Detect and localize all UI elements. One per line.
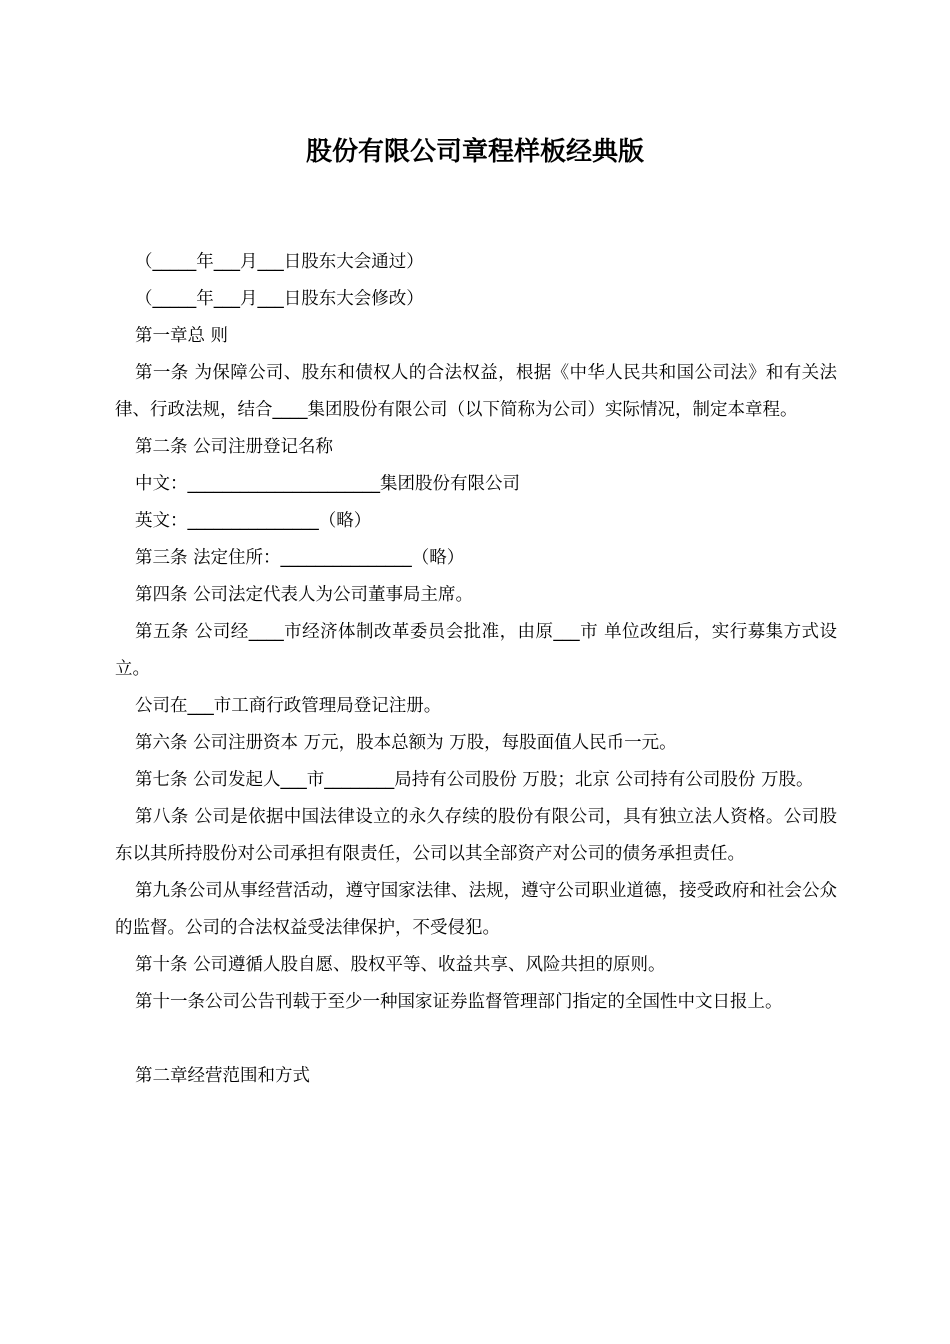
- paragraph-adoption-date: （_____年___月___日股东大会通过）: [135, 252, 424, 272]
- section-spacer: [115, 1021, 837, 1058]
- article-2: 第二条 公司注册登记名称: [135, 437, 334, 457]
- chapter-1-heading: 第一章总 则: [135, 326, 229, 346]
- article-4: 第四条 公司法定代表人为公司董事局主席。: [135, 585, 474, 605]
- document-body: [115, 244, 837, 1095]
- article-10: 第十条 公司遵循人股自愿、股权平等、收益共享、风险共担的原则。: [135, 955, 666, 975]
- article-2-english-name: 英文：_______________（略）: [135, 511, 372, 531]
- article-1: 第一条 为保障公司、股东和债权人的合法权益，根据《中华人民共和国公司法》和有关法律、行政法规，结合____集团股份有限公司（以下简称为公司）实际情况，制定本章程。: [115, 363, 837, 420]
- paragraph-amendment-date: （_____年___月___日股东大会修改）: [135, 289, 424, 309]
- chapter-2-heading: 第二章经营范围和方式: [135, 1066, 310, 1086]
- article-2-chinese-name: 中文：______________________集团股份有限公司: [135, 474, 520, 494]
- article-9: 第九条公司从事经营活动，遵守国家法律、法规，遵守公司职业道德，接受政府和社会公众的监督。公司的合法权益受法律保护，不受侵犯。: [115, 881, 837, 938]
- article-5-registration: 公司在___市工商行政管理局登记注册。: [135, 696, 442, 716]
- article-3: 第三条 法定住所：_______________（略）: [135, 548, 465, 568]
- article-11: 第十一条公司公告刊载于至少一种国家证券监督管理部门指定的全国性中文日报上。: [135, 992, 783, 1012]
- article-5: 第五条 公司经____市经济体制改革委员会批准，由原___市 单位改组后，实行募集方式设立。: [115, 622, 837, 679]
- article-8: 第八条 公司是依据中国法律设立的永久存续的股份有限公司，具有独立法人资格。公司股东以其所持股份对公司承担有限责任，公司以其全部资产对公司的债务承担责任。: [115, 807, 837, 864]
- document-title: 股份有限公司章程样板经典版: [305, 137, 644, 167]
- article-7: 第七条 公司发起人___市________局持有公司股份 万股；北京 公司持有公司股份 万股。: [135, 770, 814, 790]
- article-6: 第六条 公司注册资本 万元，股本总额为 万股，每股面值人民币一元。: [135, 733, 677, 753]
